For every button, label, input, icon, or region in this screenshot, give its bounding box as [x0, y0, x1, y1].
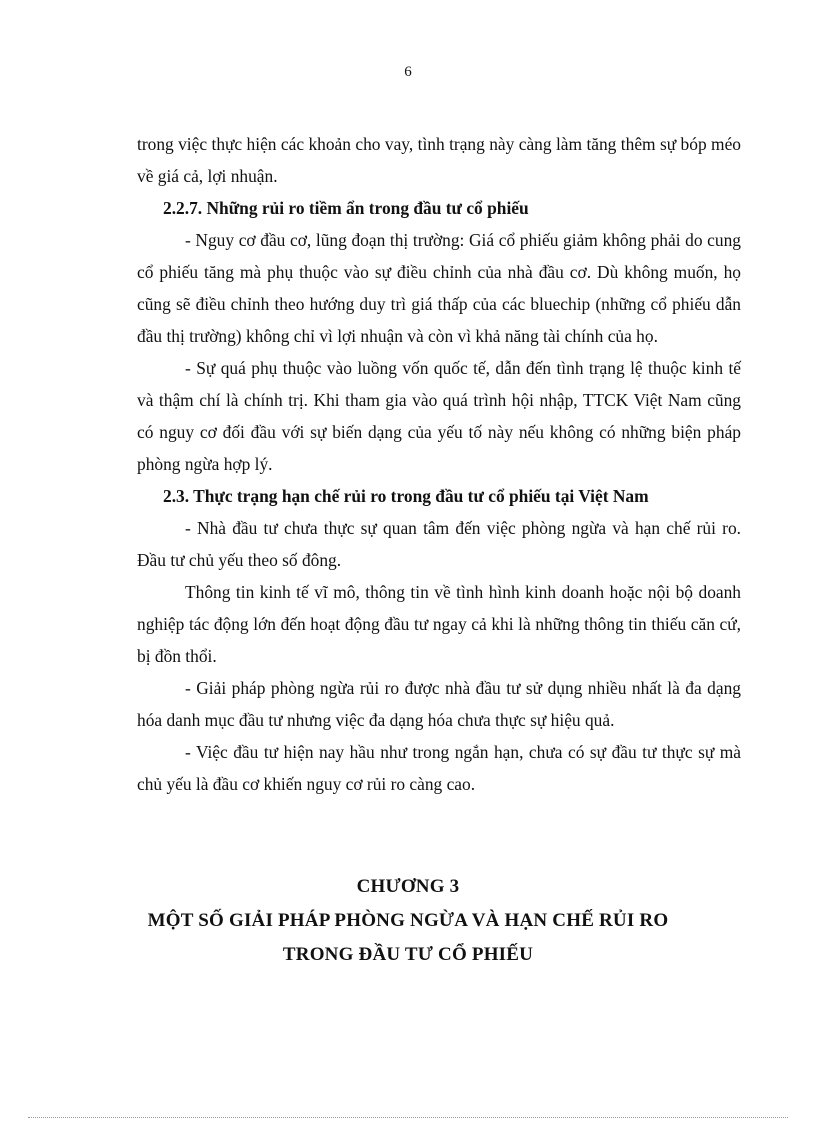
chapter-title-line-2: TRONG ĐẦU TƯ CỔ PHIẾU — [282, 944, 534, 965]
chapter-label: CHƯƠNG 3 — [356, 876, 460, 897]
page-number: 6 — [404, 64, 412, 80]
chapter-heading — [0, 870, 816, 972]
document-body — [137, 128, 741, 800]
paragraph-diversification: - Giải pháp phòng ngừa rủi ro được nhà đầu tư sử dụng nhiều nhất là đa dạng hóa danh mục đầu tư nhưng việc đa dạng hóa chưa thực sự hiệu quả. — [137, 678, 741, 730]
chapter-title-line-1: MỘT SỐ GIẢI PHÁP PHÒNG NGỪA VÀ HẠN CHẾ RỦI RO — [147, 910, 669, 931]
paragraph-investor-attention: - Nhà đầu tư chưa thực sự quan tâm đến việc phòng ngừa và hạn chế rủi ro. Đầu tư chủ yếu theo số đông. — [137, 518, 741, 570]
paragraph-capital-dependency: - Sự quá phụ thuộc vào luồng vốn quốc tế, dẫn đến tình trạng lệ thuộc kinh tế và thậm chí là chính trị. Khi tham gia vào quá trình hội nhập, TTCK Việt Nam cũng có nguy cơ đối đầu với sự biến dạng của yếu tố này nếu không có những biện pháp phòng ngừa hợp lý. — [137, 358, 741, 474]
page-bottom-divider — [28, 1117, 788, 1118]
paragraph-short-term: - Việc đầu tư hiện nay hầu như trong ngắn hạn, chưa có sự đầu tư thực sự mà chủ yếu là đầu cơ khiến nguy cơ rủi ro càng cao. — [137, 742, 741, 794]
section-heading-2-2-7: 2.2.7. Những rủi ro tiềm ẩn trong đầu tư cổ phiếu — [163, 198, 529, 218]
section-heading-2-3: 2.3. Thực trạng hạn chế rủi ro trong đầu tư cổ phiếu tại Việt Nam — [163, 486, 649, 506]
paragraph-macro-information: Thông tin kinh tế vĩ mô, thông tin về tình hình kinh doanh hoặc nội bộ doanh nghiệp tác động lớn đến hoạt động đầu tư ngay cả khi là những thông tin thiếu căn cứ, bị đồn thổi. — [137, 582, 741, 666]
paragraph-speculation-risk: - Nguy cơ đầu cơ, lũng đoạn thị trường: Giá cổ phiếu giảm không phải do cung cổ phiếu tăng mà phụ thuộc vào sự điều chỉnh của nhà đầu cơ. Dù không muốn, họ cũng sẽ điều chỉnh theo hướng duy trì giá thấp của các bluechip (những cổ phiếu dẫn đầu thị trường) không chỉ vì lợi nhuận và còn vì khả năng tài chính của họ. — [137, 230, 741, 346]
paragraph-continuation: trong việc thực hiện các khoản cho vay, tình trạng này càng làm tăng thêm sự bóp méo về giá cả, lợi nhuận. — [137, 134, 741, 186]
